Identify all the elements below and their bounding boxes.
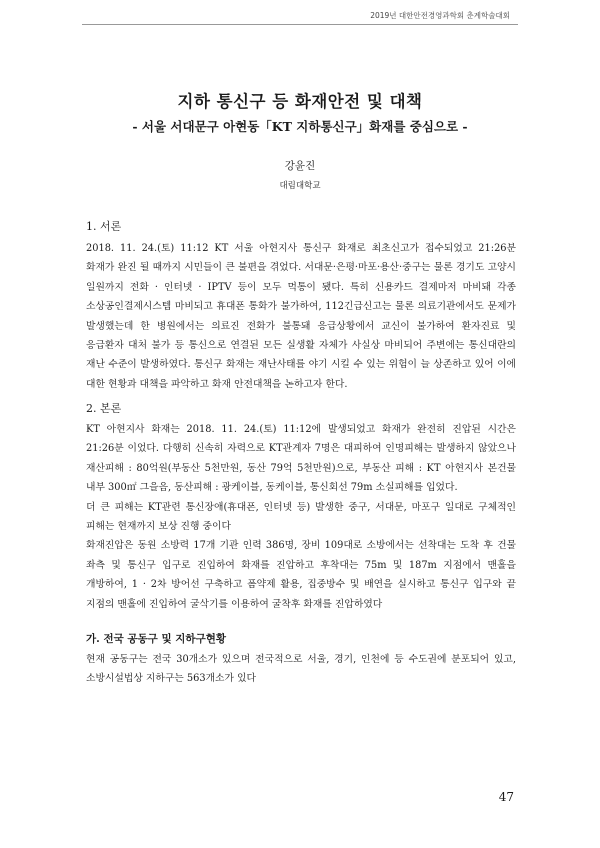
intro-paragraph: 2018. 11. 24.(토) 11:12 KT 서울 아현지사 통신구 화재로 최초신고가 접수되었고 21:26분 화재가 완진 될 때까지 시민들이 큰 불편을 겪었다. 서대문·은평·마포·용산·중구는 물론 경기도 고양시 일원까지 전화 · 인터넷 · IPTV 등이 모두 먹통이 됐다. 특히 신용카드 결제마저 마비돼 각종 소상공인결제시스템 마비되고 휴대폰 통화가 불가하여, 112긴급신고는 물론 의료기관에서도 문제가 발생했는데 한 병원에서는 의료진 전화가 불통돼 응급상황에서 교신이 불가하여 환자진료 및 응급환자 대처 불가 등 통신으로 연결된 모든 실생활 자체가 사실상 마비되어 주변에는 통신대란의 재난 수준이 발생하였다. 통신구 화재는 재난사태를 야기 시킬 수 있는 위험이 늘 상존하고 있어 이에 대한 현황과 대책을 파악하고 화재 안전대책을 논하고자 한다. <box>86 243 516 390</box>
paper-subtitle: - 서울 서대문구 아현동「KT 지하통신구」화재를 중심으로 - <box>132 119 468 134</box>
body-paragraph-3: 화재진압은 동원 소방력 17개 기관 인력 386명, 장비 109대로 소방에서는 선착대는 도착 후 건물 좌측 및 통신구 입구로 진입하여 화재를 진압하고 후착대는 75m 및 187m 지점에서 맨홀을 개방하여, 1 · 2차 방어선 구축하고 폼약제 활용, 집중방수 및 배연을 실시하고 통신구 입구와 끝 지점의 맨홀에 진입하여 굴삭기를 이용하여 굴착후 화재를 진압하였다 <box>86 540 516 610</box>
body-paragraph-2: 더 큰 피해는 KT관련 통신장애(휴대폰, 인터넷 등) 발생한 중구, 서대문, 마포구 일대로 구체적인 피해는 현재까지 보상 진행 중이다 <box>86 501 516 533</box>
author-name: 강윤진 <box>284 160 316 172</box>
running-head: 2019년 대한안전경영과학회 춘계학술대회 <box>370 11 510 20</box>
author-affiliation: 대림대학교 <box>279 181 321 191</box>
page-number: 47 <box>498 790 514 804</box>
paper-title: 지하 통신구 등 화재안전 및 대책 <box>177 92 423 111</box>
section-heading-body: 2. 본론 <box>86 402 122 415</box>
subsection-a-paragraph: 현재 공동구는 전국 30개소가 있으며 전국적으로 서울, 경기, 인천에 등 수도권에 분포되어 있고, 소방시설법상 지하구는 563개소가 있다 <box>86 654 516 685</box>
subsection-heading-a: 가. 전국 공동구 및 지하구현황 <box>86 633 226 645</box>
subsection-a <box>86 632 516 689</box>
body-paragraph-1: KT 아현지사 화재는 2018. 11. 24.(토) 11:12에 발생되었고 화재가 완전히 진압된 시간은 21:26분 이었다. 다행히 신속히 자력으로 KT관계자 7명은 대피하여 인명피해는 발생하지 않았으나 재산피해 : 80억원(부동산 5천만원, 동산 79억 5천만원)으로, 부동산 피해 : KT 아현지사 본건물 내부 300㎡ 그을음, 동산피해 : 광케이블, 동케이블, 통신회선 79m 소실피해를 입었다. <box>86 424 516 494</box>
section-body <box>86 402 516 614</box>
section-introduction <box>86 220 516 394</box>
section-heading-intro: 1. 서론 <box>86 220 122 233</box>
header-rule <box>82 24 518 25</box>
